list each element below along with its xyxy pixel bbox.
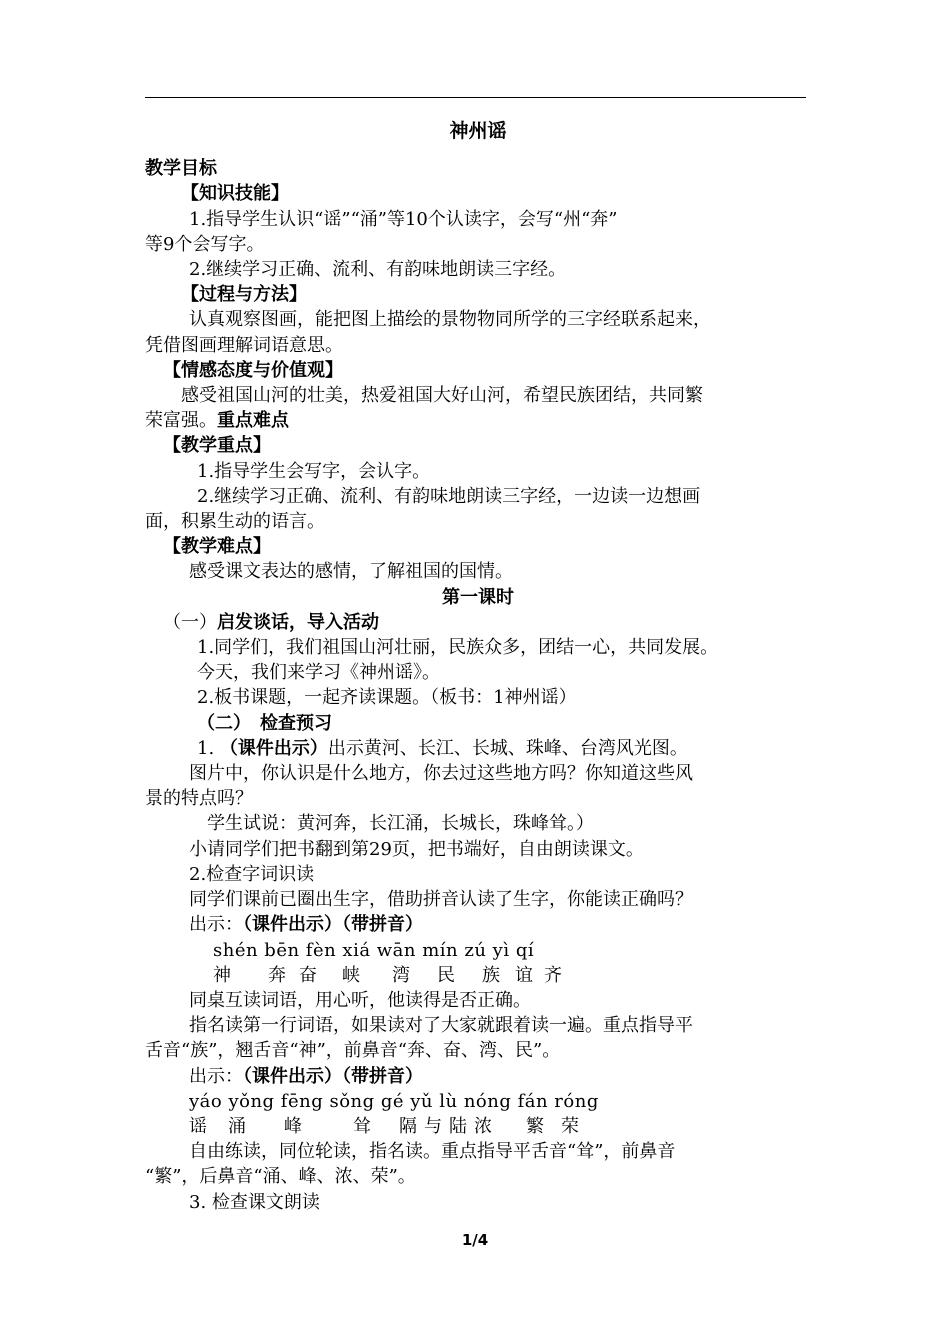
preview-question: 同学们课前已圈出生字，借助拼音认读了生字，你能读正确吗？ — [189, 889, 693, 911]
free-reading: 自由练读，同位轮读，指名读。重点指导平舌音“耸”，前鼻音 — [189, 1141, 676, 1163]
knowledge-item-1: 1.指导学生认识“谣”“涌”等10个认读字，会写“州“奔” — [189, 208, 618, 230]
pinyin-row-1: shén bēn fèn xiá wān mín zú yì qí — [213, 939, 535, 961]
hanzi-char: 峡 — [342, 964, 360, 986]
hanzi-char: 陆 — [449, 1115, 467, 1137]
objectives-heading: 教学目标 — [145, 158, 217, 180]
section-1-title: （一）启发谈话，导入活动 — [163, 611, 379, 633]
emotion-item-1-cont: 荣富强。重点难点 — [145, 410, 289, 432]
free-reading-cont: “繁”，后鼻音“涌、峰、浓、荣”。 — [145, 1166, 416, 1188]
page-number: 1/4 — [461, 1231, 489, 1249]
hanzi-char: 湾 — [392, 964, 410, 986]
open-book: 小请同学们把书翻到第29页，把书端好，自由朗读课文。 — [189, 838, 644, 860]
knowledge-item-2: 2.继续学习正确、流利、有韵味地朗读三字经。 — [189, 259, 567, 281]
student-try: 学生试说：黄河奔，长江涌，长城长，珠峰耸。） — [207, 813, 594, 835]
section-1-item-1-cont: 今天，我们来学习《神州谣》。 — [197, 662, 440, 684]
knowledge-heading: 【知识技能】 — [181, 183, 289, 205]
hanzi-char: 族 — [482, 964, 500, 986]
knowledge-item-1-cont: 等9个会写字。 — [145, 233, 265, 255]
pinyin-row-2: yáo yǒng fēng sǒng gé yǔ lù nóng fán róng — [189, 1090, 599, 1112]
hanzi-char: 谣 — [189, 1115, 207, 1137]
document-body — [145, 119, 811, 1215]
hanzi-char: 隔 — [399, 1115, 417, 1137]
focus-heading: 【教学重点】 — [163, 435, 271, 457]
focus-item-2: 2.继续学习正确、流利、有韵味地朗读三字经，一边读一边想画 — [197, 485, 701, 507]
lesson-heading: 第一课时 — [442, 586, 514, 608]
hanzi-char: 涌 — [228, 1115, 246, 1137]
hanzi-char: 与 — [424, 1115, 442, 1137]
process-heading: 【过程与方法】 — [181, 284, 307, 306]
page-title: 神州谣 — [449, 120, 507, 142]
keypoints-heading: 重点难点 — [217, 410, 289, 432]
hanzi-char: 民 — [437, 964, 455, 986]
difficulty-item-1: 感受课文表达的感情，了解祖国的国情。 — [189, 561, 513, 583]
hanzi-char: 繁 — [526, 1115, 544, 1137]
show-2: 出示：（课件出示）（带拼音） — [189, 1065, 423, 1087]
chars-row-2 — [145, 1114, 811, 1139]
hanzi-char: 耸 — [353, 1115, 371, 1137]
focus-item-1: 1.指导学生会写字，会认字。 — [197, 460, 431, 482]
hanzi-char: 奋 — [299, 964, 317, 986]
header-rule — [145, 97, 806, 98]
name-reading-cont: 舌音“族”，翘舌音“神”，前鼻音“奔、奋、湾、民”。 — [145, 1040, 561, 1062]
emotion-heading: 【情感态度与价值观】 — [163, 359, 343, 381]
section-1-item-2: 2.板书课题，一起齐读课题。（板书：1神州谣） — [197, 687, 577, 709]
name-reading: 指名读第一行词语，如果读对了大家就跟着读一遍。重点指导平 — [189, 1015, 693, 1037]
process-item-1: 认真观察图画，能把图上描绘的景物物同所学的三字经联系起来， — [189, 309, 711, 331]
hanzi-char: 神 — [213, 964, 231, 986]
section-2-item-2: 2.检查字词识读 — [189, 863, 315, 885]
section-1-item-1: 1.同学们，我们祖国山河壮丽，民族众多，团结一心，共同发展。 — [197, 637, 719, 659]
section-2-question-cont: 景的特点吗？ — [145, 788, 253, 810]
section-2-item-3: 3. 检查课文朗读 — [189, 1191, 320, 1213]
peer-reading: 同桌互读词语，用心听，他读得是否正确。 — [189, 989, 531, 1011]
chars-row-1 — [145, 963, 811, 988]
section-2-item-1: 1. （课件出示）出示黄河、长江、长城、珠峰、台湾风光图。 — [197, 737, 688, 759]
difficulty-heading: 【教学难点】 — [163, 536, 271, 558]
show-1: 出示：（课件出示）（带拼音） — [189, 914, 423, 936]
hanzi-char: 峰 — [284, 1115, 302, 1137]
hanzi-char: 谊 — [515, 964, 533, 986]
hanzi-char: 奔 — [268, 964, 286, 986]
focus-item-2-cont: 面，积累生动的语言。 — [145, 511, 325, 533]
process-item-1-cont: 凭借图画理解词语意思。 — [145, 334, 343, 356]
hanzi-char: 荣 — [561, 1115, 579, 1137]
hanzi-char: 齐 — [544, 964, 562, 986]
hanzi-char: 浓 — [474, 1115, 492, 1137]
emotion-item-1: 感受祖国山河的壮美，热爱祖国大好山河，希望民族团结，共同繁 — [181, 385, 703, 407]
section-2-title: （二） 检查预习 — [197, 712, 332, 734]
section-2-question: 图片中，你认识是什么地方，你去过这些地方吗？你知道这些风 — [189, 763, 693, 785]
